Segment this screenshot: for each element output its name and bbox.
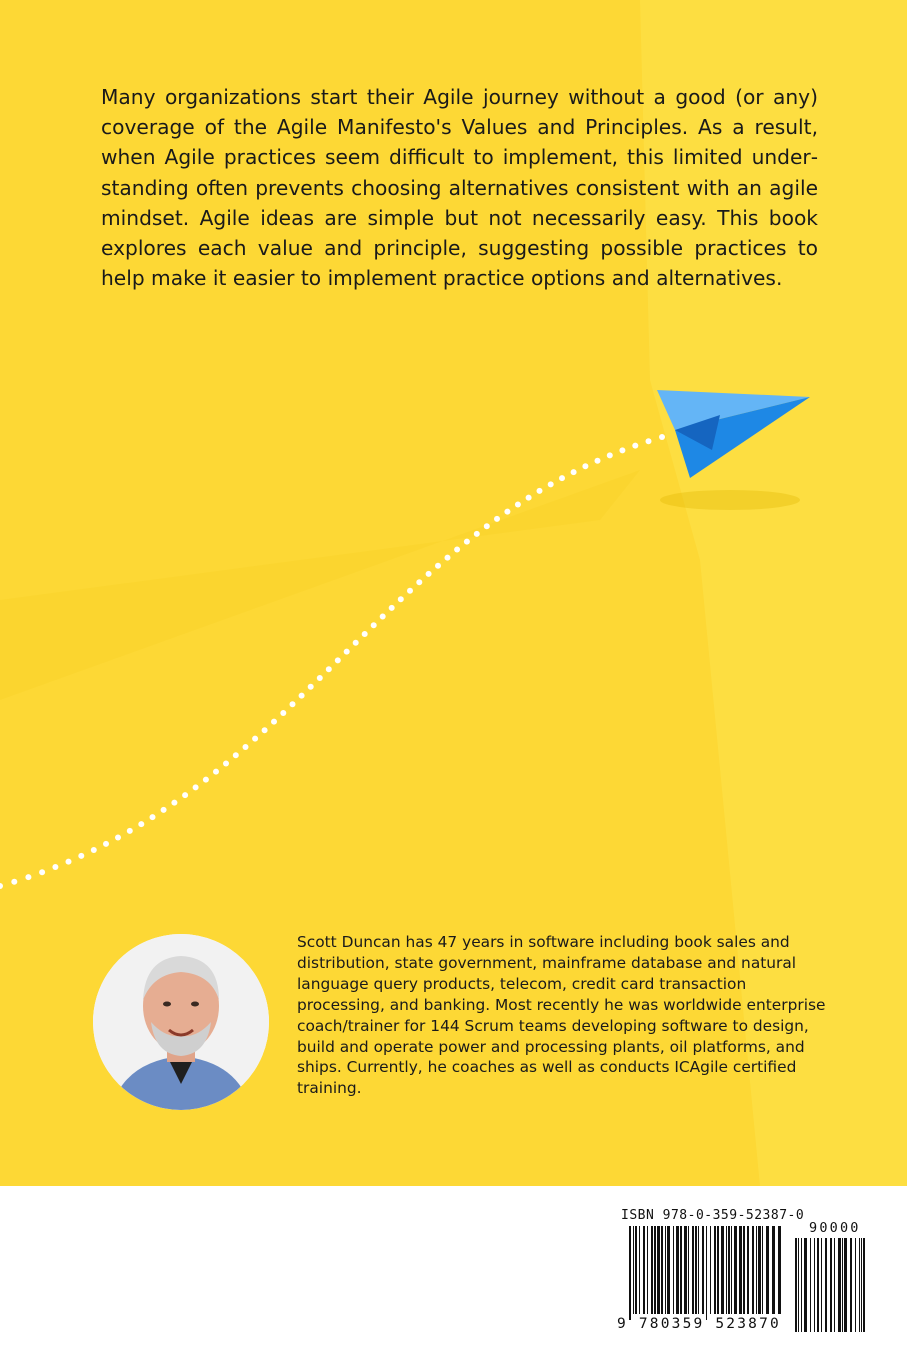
path-dot xyxy=(504,509,510,515)
path-dot xyxy=(335,657,341,663)
barcode-bar xyxy=(684,1226,687,1314)
barcode-bar xyxy=(743,1226,745,1314)
path-dot xyxy=(426,571,432,577)
addon-bar xyxy=(855,1238,856,1332)
path-dot xyxy=(127,828,133,834)
author-bio: Scott Duncan has 47 years in software including book sales and distribution, state government, mainframe database and natural language query products, telecom, credit card transaction processing, and banking. Most recently he was worldwide enterprise coach/trainer for 144 Scrum teams developing software to design, build and operate power and processing plants, oil platforms, and ships. Currently, he coaches as well as conducts ICAgile certified training. xyxy=(297,933,826,1098)
barcode-bar xyxy=(629,1226,631,1320)
path-dot xyxy=(559,475,565,481)
path-dot xyxy=(39,869,45,875)
path-dot xyxy=(380,614,386,620)
path-dot xyxy=(494,516,500,522)
path-dot xyxy=(416,579,422,585)
path-dot xyxy=(607,452,613,458)
barcode-bar xyxy=(721,1226,724,1314)
addon-bar xyxy=(825,1238,827,1332)
path-dot xyxy=(25,874,31,880)
barcode-bar xyxy=(698,1226,699,1314)
addon-bar xyxy=(821,1238,822,1332)
path-dot xyxy=(454,547,460,553)
barcode-bar xyxy=(747,1226,749,1314)
barcode-bar xyxy=(702,1226,704,1314)
barcode-bar xyxy=(739,1226,742,1314)
path-dot xyxy=(582,463,588,469)
barcode-bar xyxy=(717,1226,719,1314)
barcode-bar xyxy=(758,1226,761,1314)
path-dot xyxy=(595,458,601,464)
path-dot xyxy=(243,744,249,750)
addon-bar xyxy=(859,1238,860,1332)
barcode-bar xyxy=(654,1226,656,1314)
barcode-bar xyxy=(714,1226,716,1314)
path-dot xyxy=(262,727,268,733)
addon-bar xyxy=(814,1238,815,1332)
path-dot xyxy=(138,821,144,827)
addon-bar xyxy=(838,1238,841,1332)
path-dot xyxy=(182,792,188,798)
barcode-bar xyxy=(762,1226,763,1314)
isbn-label: ISBN 978-0-359-52387-0 xyxy=(621,1208,805,1223)
barcode-bar xyxy=(661,1226,663,1314)
path-dot xyxy=(526,495,532,501)
barcode-bar xyxy=(726,1226,727,1314)
path-dot xyxy=(353,640,359,646)
addon-bar xyxy=(834,1238,835,1332)
path-dot xyxy=(0,883,3,889)
path-dot xyxy=(537,488,543,494)
addon-bar xyxy=(844,1238,847,1332)
path-dot xyxy=(632,443,638,449)
path-dot xyxy=(280,710,286,716)
path-dot xyxy=(193,784,199,790)
barcode-bar xyxy=(752,1226,754,1314)
barcode-bar xyxy=(731,1226,732,1314)
barcode-bar xyxy=(710,1226,711,1314)
barcode-bar xyxy=(706,1226,707,1320)
barcode-bar xyxy=(643,1226,645,1314)
barcode-bar xyxy=(667,1226,670,1314)
path-dot xyxy=(290,701,296,707)
path-dot xyxy=(115,835,121,841)
ean-digits: 9 780359 523870 xyxy=(617,1316,781,1332)
barcode-bar xyxy=(728,1226,730,1314)
barcode-bar xyxy=(692,1226,694,1314)
path-dot xyxy=(435,563,441,569)
path-dot xyxy=(484,523,490,529)
addon-bar xyxy=(863,1238,865,1332)
path-dot xyxy=(474,531,480,537)
barcode-bar xyxy=(651,1226,653,1314)
barcode-bar xyxy=(756,1226,757,1314)
path-dot xyxy=(646,438,652,444)
barcode-bar xyxy=(680,1226,682,1314)
barcode-bar xyxy=(766,1226,769,1314)
path-dot xyxy=(213,769,219,775)
path-dot xyxy=(271,719,277,725)
addon-bar xyxy=(801,1238,802,1332)
path-dot xyxy=(407,588,413,594)
path-dot xyxy=(203,777,209,783)
author-photo xyxy=(93,934,269,1110)
addon-bar xyxy=(798,1238,799,1332)
addon-bar xyxy=(795,1238,797,1332)
barcode-bar xyxy=(676,1226,679,1314)
path-dot xyxy=(464,539,470,545)
path-dot xyxy=(233,752,239,758)
barcode-bar xyxy=(665,1226,666,1314)
addon-bar xyxy=(810,1238,811,1332)
barcode-bar xyxy=(635,1226,637,1314)
path-dot xyxy=(344,649,350,655)
barcode-bar xyxy=(695,1226,697,1314)
addon-bar xyxy=(817,1238,819,1332)
barcode-bar xyxy=(647,1226,648,1314)
path-dot xyxy=(150,814,156,820)
barcode-bar xyxy=(772,1226,775,1314)
addon-digits: 90000 xyxy=(809,1220,861,1236)
path-dot xyxy=(299,693,305,699)
path-dot xyxy=(11,879,17,885)
path-dot xyxy=(171,800,177,806)
path-dot xyxy=(161,807,167,813)
addon-bar xyxy=(804,1238,807,1332)
path-dot xyxy=(371,622,377,628)
addon-bar xyxy=(842,1238,843,1332)
addon-bar xyxy=(830,1238,832,1332)
path-dot xyxy=(619,447,625,453)
path-dot xyxy=(445,555,451,561)
barcode-bar xyxy=(778,1226,781,1314)
path-dot xyxy=(317,675,323,681)
addon-bar xyxy=(861,1238,862,1332)
barcode-bar xyxy=(673,1226,674,1314)
barcode-bar xyxy=(657,1226,660,1314)
path-dot xyxy=(308,684,314,690)
path-dot xyxy=(571,469,577,475)
path-dot xyxy=(548,481,554,487)
path-dot xyxy=(398,596,404,602)
barcode-bar xyxy=(734,1226,737,1314)
book-blurb: Many organizations start their Agile journey without a good (or any) coverage of the Agile Manifesto's Values and Principles. As a result, when Agile practices seem difficult to implement, this limited understanding often prevents choosing alternatives consistent with an agile mindset. Agile ideas are simple but not necessarily easy. This book explores each value and principle, suggesting possible practices to help make it easier to implement practice options and alternatives. xyxy=(101,85,818,291)
path-dot xyxy=(515,502,521,508)
path-dot xyxy=(91,847,97,853)
barcode-bar xyxy=(639,1226,640,1314)
path-dot xyxy=(223,761,229,767)
path-dot xyxy=(389,605,395,611)
author-portrait xyxy=(93,934,269,1110)
path-dot xyxy=(326,666,332,672)
path-dot xyxy=(362,631,368,637)
path-dot xyxy=(252,736,258,742)
path-dot xyxy=(52,864,58,870)
addon-bar xyxy=(850,1238,852,1332)
path-dot xyxy=(103,841,109,847)
path-dot xyxy=(78,853,84,859)
path-dot xyxy=(66,859,72,865)
barcode-bar xyxy=(688,1226,689,1314)
path-dot xyxy=(659,434,665,440)
isbn-barcode xyxy=(617,1208,872,1336)
barcode-bar xyxy=(633,1226,634,1314)
